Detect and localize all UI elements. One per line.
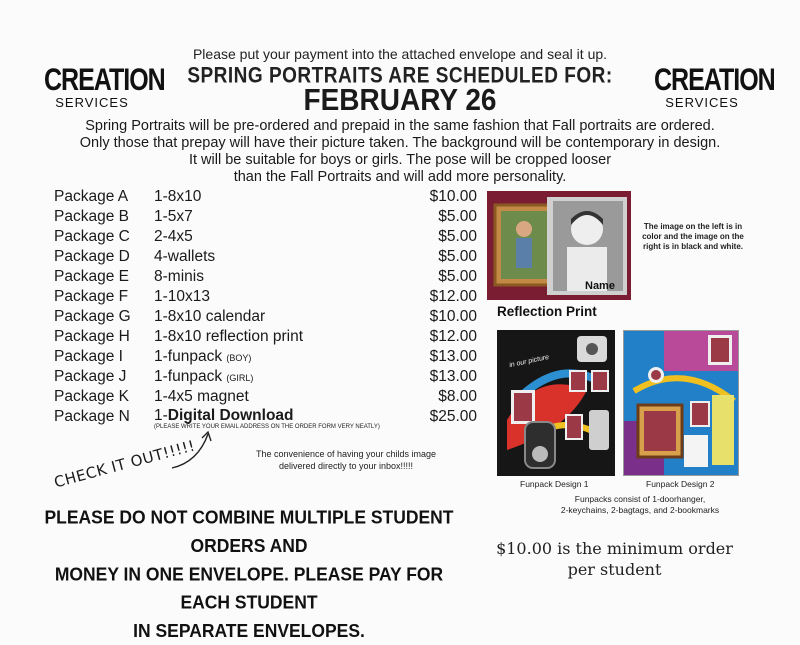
package-name: Package K bbox=[54, 388, 129, 405]
check-it-out-text: CHECK IT OUT!!!!! bbox=[52, 436, 198, 492]
package-price: $5.00 bbox=[438, 228, 477, 245]
package-price: $5.00 bbox=[438, 248, 477, 265]
convenience-line: The convenience of having your childs image bbox=[255, 449, 437, 459]
warning-text bbox=[34, 504, 464, 645]
schedule-date: FEBRUARY 26 bbox=[303, 82, 497, 117]
funpack-design-1-image bbox=[497, 330, 615, 476]
package-desc-note: (BOY) bbox=[226, 353, 252, 363]
package-name: Package E bbox=[54, 268, 129, 285]
photo-name-label: Name bbox=[585, 280, 615, 292]
package-desc: 1-4x5 magnet bbox=[154, 388, 249, 405]
logo-left-title: CREATION bbox=[44, 62, 165, 98]
funpack-design-2-caption: Funpack Design 2 bbox=[646, 479, 715, 489]
digital-download-note: (PLEASE WRITE YOUR EMAIL ADDRESS ON THE ORDER FORM VERY NEATLY) bbox=[154, 424, 380, 430]
reflection-print-photo bbox=[487, 191, 631, 300]
package-desc-note: (GIRL) bbox=[226, 373, 254, 383]
convenience-line: delivered directly to your inbox!!!!! bbox=[278, 461, 414, 471]
funpack-note-line: 2-keychains, 2-bagtags, and 2-bookmarks bbox=[560, 505, 720, 515]
minimum-order-line: per student bbox=[567, 560, 662, 579]
funpack-2-art bbox=[624, 331, 738, 475]
intro-line: Spring Portraits will be pre-ordered and prepaid in the same fashion that Fall portraits are ordered. bbox=[85, 118, 715, 134]
package-desc: 2-4x5 bbox=[154, 228, 193, 245]
minimum-order-note bbox=[462, 538, 767, 580]
logo-left-subtitle: SERVICES bbox=[55, 95, 129, 110]
package-price: $10.00 bbox=[429, 188, 477, 205]
package-desc: 4-wallets bbox=[154, 248, 216, 265]
logo-right-title: CREATION bbox=[654, 62, 775, 98]
logo-right-subtitle: SERVICES bbox=[665, 95, 739, 110]
package-name: Package D bbox=[54, 248, 130, 265]
intro-text bbox=[30, 118, 770, 186]
funpack-contents-note bbox=[520, 494, 760, 516]
convenience-note bbox=[236, 448, 456, 472]
package-price: $12.00 bbox=[429, 328, 477, 345]
reflection-side-note: The image on the left is in color and the image on the right is in black and white. bbox=[642, 222, 744, 251]
package-price: $5.00 bbox=[438, 268, 477, 285]
package-desc-main: 1-funpack bbox=[154, 348, 223, 365]
package-desc-main: 1-funpack bbox=[154, 368, 223, 385]
package-desc: 8-minis bbox=[154, 268, 204, 285]
funpack-design-2-image bbox=[623, 330, 739, 476]
funpack-1-art-text: in our picture bbox=[508, 353, 550, 370]
package-price: $10.00 bbox=[429, 308, 477, 325]
package-name: Package A bbox=[54, 188, 129, 205]
package-desc: 1-5x7 bbox=[154, 208, 193, 225]
reflection-print-title: Reflection Print bbox=[497, 304, 597, 319]
intro-line: than the Fall Portraits and will add more personality. bbox=[233, 169, 567, 185]
package-name: Package H bbox=[54, 328, 130, 345]
package-price: $8.00 bbox=[438, 388, 477, 405]
package-desc: 1-10x13 bbox=[154, 288, 211, 305]
package-price: $13.00 bbox=[429, 368, 477, 385]
package-name: Package N bbox=[54, 408, 130, 425]
package-desc: 1-8x10 calendar bbox=[154, 308, 266, 325]
package-desc bbox=[154, 407, 294, 425]
package-price: $13.00 bbox=[429, 348, 477, 365]
warning-line: IN SEPARATE ENVELOPES. bbox=[133, 620, 365, 642]
funpack-note-line: Funpacks consist of 1-doorhanger, bbox=[574, 494, 706, 504]
package-name: Package G bbox=[54, 308, 131, 325]
funpack-design-1-caption: Funpack Design 1 bbox=[520, 479, 589, 489]
package-desc-main: 1- bbox=[154, 407, 168, 424]
package-name: Package I bbox=[54, 348, 123, 365]
warning-line: PLEASE DO NOT COMBINE MULTIPLE STUDENT ORDERS AND bbox=[44, 506, 454, 557]
package-desc bbox=[154, 348, 251, 366]
package-name: Package B bbox=[54, 208, 129, 225]
package-desc: 1-8x10 reflection print bbox=[154, 328, 304, 345]
package-desc-note: Digital Download bbox=[167, 407, 294, 424]
package-price: $5.00 bbox=[438, 208, 477, 225]
intro-line: It will be suitable for boys or girls. The pose will be cropped looser bbox=[188, 152, 612, 168]
package-name: Package J bbox=[54, 368, 127, 385]
curved-arrow-icon bbox=[168, 428, 218, 472]
package-name: Package C bbox=[54, 228, 130, 245]
package-desc: 1-8x10 bbox=[154, 188, 202, 205]
package-price: $25.00 bbox=[429, 408, 477, 425]
package-desc bbox=[154, 368, 253, 386]
payment-note: Please put your payment into the attached envelope and seal it up. bbox=[192, 46, 608, 62]
package-name: Package F bbox=[54, 288, 129, 305]
schedule-heading: SPRING PORTRAITS ARE SCHEDULED FOR: bbox=[187, 64, 613, 89]
warning-line: MONEY IN ONE ENVELOPE. PLEASE PAY FOR EACH STUDENT bbox=[54, 563, 444, 613]
minimum-order-line: $10.00 is the minimum order bbox=[496, 539, 733, 558]
package-price: $12.00 bbox=[429, 288, 477, 305]
funpack-1-art bbox=[497, 330, 615, 476]
intro-line: Only those that prepay will have their picture taken. The background will be contemporary in design. bbox=[79, 135, 721, 151]
